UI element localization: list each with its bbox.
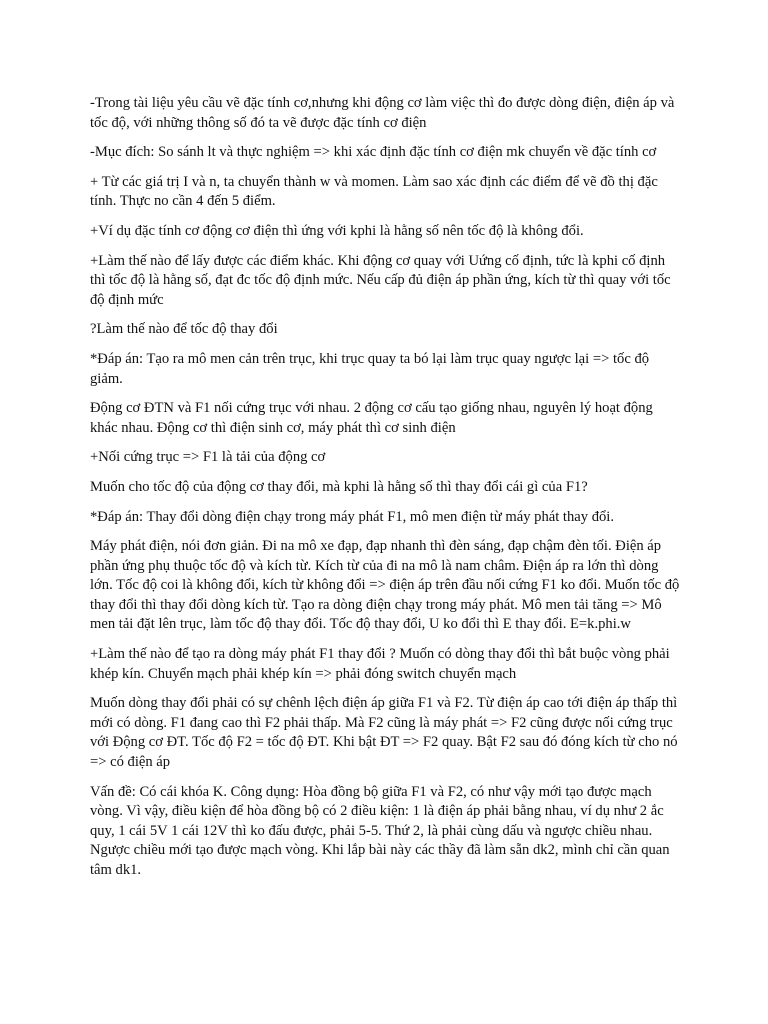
paragraph-1: -Trong tài liệu yêu cầu vẽ đặc tính cơ,nhưng khi động cơ làm việc thì đo được dòng điện, điện áp và tốc độ, với những thông số đó ta vẽ được đặc tính cơ điện bbox=[90, 95, 675, 131]
paragraph-9: +Nối cứng trục => F1 là tải của động cơ bbox=[90, 449, 326, 466]
document-page bbox=[90, 94, 680, 891]
paragraph-2: -Mục đích: So sánh lt và thực nghiệm => khi xác định đặc tính cơ điện mk chuyển về đặc tính cơ bbox=[90, 144, 657, 161]
paragraph-12: Máy phát điện, nói đơn giản. Đi na mô xe đạp, đạp nhanh thì đèn sáng, đạp chậm đèn tối. Điện áp phần ứng phụ thuộc tốc độ và kích từ. Kích từ của đi na mô là nam châm. Điện áp ra lớn thì dòng lớn. Tốc độ coi là không đổi, kích từ không đổi => điện áp trên đầu nối cứng F1 ko đổi. Muốn tốc độ thay đổi thì thay đổi dòng kích từ. Tạo ra dòng điện chạy trong máy phát. Mô men tải tăng => Mô men tải đặt lên trục, làm tốc độ thay đổi. Tốc độ thay đổi, U ko đổi thì E thay đổi. E=k.phi.w bbox=[90, 538, 680, 633]
paragraph-13: +Làm thế nào để tạo ra dòng máy phát F1 thay đổi ? Muốn có dòng thay đổi thì bắt buộc vòng phải khép kín. Chuyển mạch phải khép kín => phải đóng switch chuyển mạch bbox=[90, 646, 670, 682]
paragraph-15: Vấn đề: Có cái khóa K. Công dụng: Hòa đồng bộ giữa F1 và F2, có như vậy mới tạo được mạch vòng. Vì vậy, điều kiện để hòa đồng bộ có 2 điều kiện: 1 là điện áp phải bằng nhau, ví dụ như 2 ắc quy, 1 cái 5V 1 cái 12V thì ko đấu được, phải 5-5. Thứ 2, là phải cùng dấu và ngược chiều nhau. Ngược chiều mới tạo được mạch vòng. Khi lắp bài này các thầy đã làm sẵn dk2, mình chỉ cần quan tâm dk1. bbox=[90, 783, 670, 878]
paragraph-5: +Làm thế nào để lấy được các điểm khác. Khi động cơ quay với Uứng cố định, tức là kphi cố định thì tốc độ là hằng số, đạt đc tốc độ định mức. Nếu cấp đủ điện áp phần ứng, kích từ thì quay với tốc độ định mức bbox=[90, 252, 671, 308]
paragraph-4: +Ví dụ đặc tính cơ động cơ điện thì ứng với kphi là hằng số nên tốc độ là không đổi. bbox=[90, 222, 584, 239]
paragraph-14: Muốn dòng thay đổi phải có sự chênh lệch điện áp giữa F1 và F2. Từ điện áp cao tới điện áp thấp thì mới có dòng. F1 đang cao thì F2 phải thấp. Mà F2 cũng là máy phát => F2 cũng được nối cứng trục với Động cơ ĐT. Tốc độ F2 = tốc độ ĐT. Khi bật ĐT => F2 quay. Bật F2 sau đó đóng kích từ cho nó => có điện áp bbox=[90, 695, 678, 771]
paragraph-11: *Đáp án: Thay đổi dòng điện chạy trong máy phát F1, mô men điện từ máy phát thay đổi. bbox=[90, 508, 614, 525]
paragraph-3: + Từ các giá trị I và n, ta chuyển thành w và momen. Làm sao xác định các điểm để vẽ đồ thị đặc tính. Thực no cần 4 đến 5 điểm. bbox=[90, 173, 658, 210]
paragraph-6: ?Làm thế nào để tốc độ thay đổi bbox=[90, 321, 278, 338]
paragraph-8: Động cơ ĐTN và F1 nối cứng trục với nhau. 2 động cơ cấu tạo giống nhau, nguyên lý hoạt động khác nhau. Động cơ thì điện sinh cơ, máy phát thì cơ sinh điện bbox=[90, 400, 653, 436]
paragraph-7: *Đáp án: Tạo ra mô men cản trên trục, khi trục quay ta bó lại làm trục quay ngược lại => tốc độ giảm. bbox=[90, 350, 650, 387]
paragraph-10: Muốn cho tốc độ của động cơ thay đổi, mà kphi là hằng số thì thay đổi cái gì của F1? bbox=[90, 478, 588, 495]
